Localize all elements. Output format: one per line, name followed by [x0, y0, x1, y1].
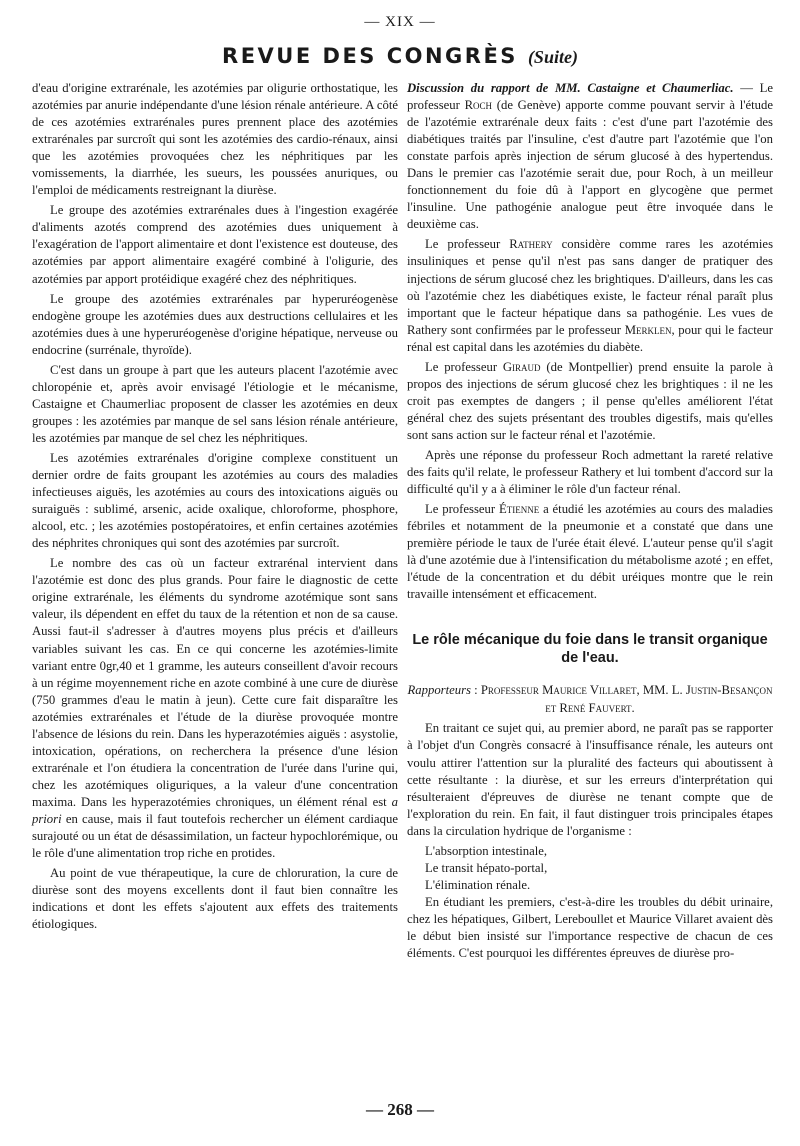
title-main: REVUE DES CONGRÈS: [222, 44, 518, 68]
paragraph: C'est dans un groupe à part que les auteurs placent l'azotémie avec chloropénie et, après avoir envisagé l'étiologie et le mécanisme, Castaigne et Chaumerliac proposent de classer les azotémies en deux groupes : les azotémies par manque de sel sans lésion rénale antérieure, les azotémies par manque de sel chez les néphritiques.: [32, 362, 398, 445]
person-name: Roch: [464, 98, 493, 113]
text-run: a étudié les azotémies au cours des maladies fébriles et notamment de la pneumonie et a constaté que dans une première période le taux de l'urée était élevé. L'auteur pense qu'il s'agit là d'une azotémie due à l'intensification du métabolisme azoté ; en effet, l'étude de la concentration et du débit uréiques montre que le rein travaille intensément et efficacement.: [407, 502, 773, 602]
italic-term: a priori: [32, 794, 398, 826]
right-column: [407, 80, 773, 965]
page-number: — 268 —: [366, 1100, 434, 1119]
paragraph: [407, 501, 773, 603]
journal-section-title: [0, 44, 800, 68]
paragraph: [407, 236, 773, 355]
rapporteurs-line: [407, 681, 773, 717]
person-name: Étienne: [498, 502, 540, 517]
paragraph: Après une réponse du professeur Roch admettant la rareté relative des faits qu'il relate, le professeur Rathery et lui tombent d'accord sur la difficulté qu'il y a à éliminer le rôle d'un facteur rénal.: [407, 447, 773, 497]
title-suite: (Suite): [527, 47, 578, 67]
list-item: Le transit hépato-portal,: [425, 860, 548, 875]
paragraph: d'eau d'origine extrarénale, les azotémies par oligurie orthostatique, les azotémies par anurie indépendante d'une lésion rénale antérieure. A côté de ces azotémies extrarénales pures prennent place des azotémies extrarénales par surcroît qui sont les azotémies des cardio-rénaux, ainsi que les azotémies provoquées chez les néphritiques par les vomissements, la diarrhée, les sueurs, les poussées anuriques, ou l'emploi de médicaments restreignant la diurèse.: [32, 81, 398, 198]
discussion-paragraph: [407, 80, 773, 233]
paragraph: En étudiant les premiers, c'est-à-dire les troubles du débit urinaire, chez les hépatiques, Gilbert, Lereboullet et Maurice Villaret avaient dès le début bien insisté sur l'importance respective de chacun de ces éléments. C'est pourquoi les différentes épreuves de diurèse pro-: [407, 894, 773, 961]
paragraph: [32, 555, 398, 862]
section-heading: Le rôle mécanique du foie dans le transit organique de l'eau.: [412, 632, 768, 667]
person-name: Rathery: [509, 237, 553, 252]
discussion-heading: Discussion du rapport de MM. Castaigne et Chaumerliac.: [407, 81, 734, 95]
rapporteurs-label: Rapporteurs: [407, 683, 471, 698]
text-run: Le nombre des cas où un facteur extrarénal intervient dans l'azotémie est donc des plus grands. Pour faire le diagnostic de cette origine extrarénale, les éléments du syndrome azotémique sont sans valeur, ils dépendent en effet du taux de la rétention et non de sa cause. Aussi faut-il s'adresser à d'autres moyens plus précis et d'ailleurs variables suivant les cas. En ce qui concerne les azotémies-limite variant entre 0gr,40 et 1 gramme, les auteurs conseillent d'avoir recours à un régime moyennement riche en azote combiné à une cure de diurèse (750 grammes d'eau le matin à jeun). Cette cure fait disparaître les azotémies extrarénales et l'étude de la diurèse provoquée montre l'absence de lésions du rein. Dans les hyperazotémies aiguës : asystolie, intoxication, opérations, on recherchera la présence d'une lésion extrarénale et l'on étudiera la concentration de l'urée dans l'urine qui, chez les azotémiques oliguriques, a la valeur d'une concentration maxima. Dans les hyperazotémies chroniques, un élément rénal est: [32, 556, 398, 809]
text-run: Le professeur: [407, 81, 773, 113]
paragraph: Au point de vue thérapeutique, la cure de chloruration, la cure de diurèse sont des moyens excellents dont il faut bien connaître les indications et dont les effets s'ajoutent aux effets des traitements étiologiques.: [32, 866, 398, 932]
paragraph: Le groupe des azotémies extrarénales dues à l'ingestion exagérée d'aliments azotés comprend des azotémies dues uniquement à l'exagération de l'apport alimentaire et dont l'existence est douteuse, des azotémies par apport alimentaire exagéré combiné à l'oligurie, des azotémies par apport protéidique exagéré chez des néphritiques.: [32, 203, 398, 286]
rapporteurs-names: : Professeur Maurice Villaret, MM. L. Justin-Besançon et René Fauvert.: [470, 683, 773, 716]
paragraph: Les azotémies extrarénales d'origine complexe constituent un dernier ordre de faits groupant les azotémies au cours des maladies infectieuses aiguës, les azotémies au cours des intoxications aiguës ou suraiguës : sublimé, arsenic, acide oxalique, chloroforme, phosphore, alcool, etc. ; les azotémies postopératoires, et enfin certaines azotémies des néphrites chroniques qui sont des azotémies par surcroît.: [32, 450, 398, 551]
person-name: Giraud: [502, 359, 541, 374]
text-run: —: [733, 81, 760, 95]
text-run: (de Montpellier) prend ensuite la parole à propos des injections de sérum glucosé chez les brightiques : il ne les croit pas exemptes de dangers ; il pense qu'elles améliorent l'état général chez des sujets présentant des troubles digestifs, mais qu'elles sont sans action sur le facteur rénal et l'azotémie.: [407, 359, 773, 442]
text-run: en cause, mais il faut toutefois rechercher un élément cardiaque surajouté ou un état de désassimilation, un facteur hypochlorémique, ou le rôle d'une alimentation trop riche en protides.: [32, 811, 398, 861]
person-name: Merklen: [624, 322, 672, 337]
page-roman-numeral: — XIX —: [364, 14, 436, 30]
list-item: L'élimination rénale.: [425, 877, 531, 892]
text-run: Le professeur: [425, 237, 501, 252]
left-column: [32, 80, 398, 936]
text-run: considère comme rares les azotémies insuliniques et pense qu'il n'est pas sans danger de pratiquer des injections de sérum glucosé chez les brightiques. D'ailleurs, dans les cas où l'azotémie chez les diabétiques existe, le facteur rénal paraît plus important que le facteur hépatique dans sa pathogénie. Les vues de Rathery sont confirmées par le professeur: [407, 237, 774, 337]
list-item: L'absorption intestinale,: [425, 843, 548, 858]
text-run: (de Genève) apporte comme pouvant servir à l'étude de l'azotémie extrarénale deux faits : c'est d'une part l'azotémie des diabétiques traités par l'insuline, c'est d'autre part l'azotémie que l'on constate parfois après injection de sérum glucosé à des hypertendus. Dans le premier cas l'azotémie serait due, pour Roch, à un meilleur fonctionnement du foie dû à l'apport en glycogène que permet l'insuline. Une pathogénie analogue peut être invoquée dans le deuxième cas.: [407, 98, 773, 232]
paragraph: [407, 359, 773, 444]
text-run: Le professeur: [425, 502, 496, 517]
text-run: , pour qui le facteur rénal est capital dans les azotémies du diabète.: [407, 322, 774, 354]
text-run: Le professeur: [425, 359, 498, 374]
paragraph: Le groupe des azotémies extrarénales par hyperuréogenèse endogène groupe les azotémies dues aux destructions cellulaires et les azotémies dues à une hyperuréogenèse d'origine hépatique, nerveuse ou endocrine (surrénale, thyroïde).: [32, 291, 398, 357]
paragraph: En traitant ce sujet qui, au premier abord, ne paraît pas se rapporter à l'objet d'un Congrès consacré à l'insuffisance rénale, les auteurs ont voulu attirer l'attention sur la pluralité des facteurs qui aboutissent à cette résultante : la diurèse, et sur les erreurs d'interprétation qui résulteraient d'épreuves de diurèse ne tenant compte que de l'exploration du rein. En fait, il faut distinguer trois principales étapes dans la circulation hydrique de l'organisme :: [407, 721, 773, 838]
